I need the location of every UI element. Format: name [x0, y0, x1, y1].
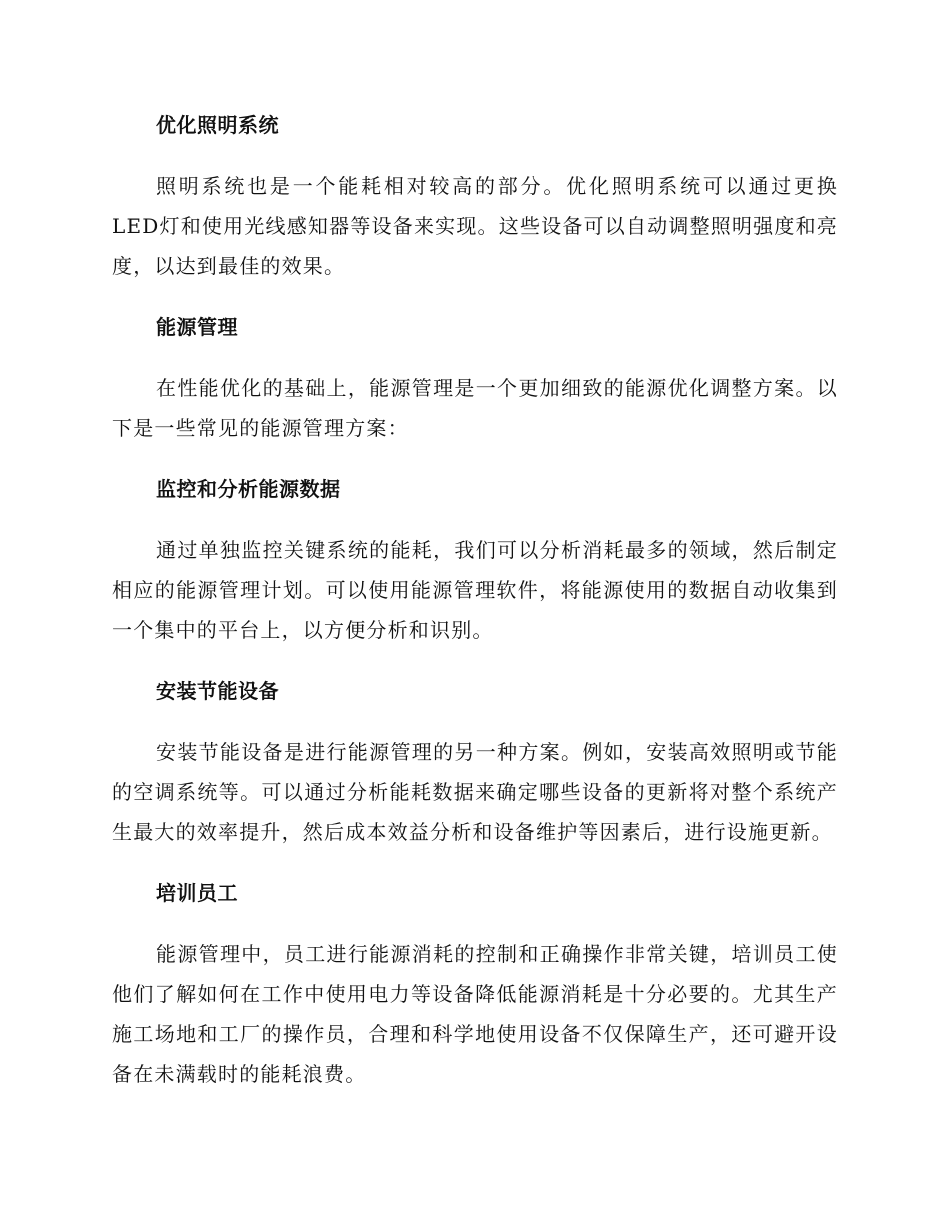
section-staff-training [112, 878, 838, 1094]
section-paragraph: 安装节能设备是进行能源管理的另一种方案。例如，安装高效照明或节能的空调系统等。可以通过分析能耗数据来确定哪些设备的更新将对整个系统产生最大的效率提升，然后成本效益分析和设备维护等因素后，进行设施更新。 [112, 740, 838, 844]
section-paragraph: 在性能优化的基础上，能源管理是一个更加细致的能源优化调整方案。以下是一些常见的能源管理方案： [112, 376, 838, 440]
section-paragraph: 能源管理中，员工进行能源消耗的控制和正确操作非常关键，培训员工使他们了解如何在工作中使用电力等设备降低能源消耗是十分必要的。尤其生产施工场地和工厂的操作员，合理和科学地使用设备不仅保障生产，还可避开设备在未满载时的能耗浪费。 [112, 942, 838, 1086]
section-paragraph: 照明系统也是一个能耗相对较高的部分。优化照明系统可以通过更换LED灯和使用光线感知器等设备来实现。这些设备可以自动调整照明强度和亮度，以达到最佳的效果。 [112, 174, 838, 278]
section-energy-saving-equipment [112, 676, 838, 852]
section-monitoring [112, 474, 838, 650]
section-heading: 安装节能设备 [156, 679, 279, 703]
section-lighting [112, 110, 838, 286]
section-heading: 能源管理 [156, 315, 238, 339]
section-heading: 监控和分析能源数据 [156, 477, 341, 501]
section-paragraph: 通过单独监控关键系统的能耗，我们可以分析消耗最多的领域，然后制定相应的能源管理计划。可以使用能源管理软件，将能源使用的数据自动收集到一个集中的平台上，以方便分析和识别。 [112, 538, 838, 642]
section-heading: 优化照明系统 [156, 113, 279, 137]
section-energy-management [112, 312, 838, 448]
section-heading: 培训员工 [156, 881, 238, 905]
